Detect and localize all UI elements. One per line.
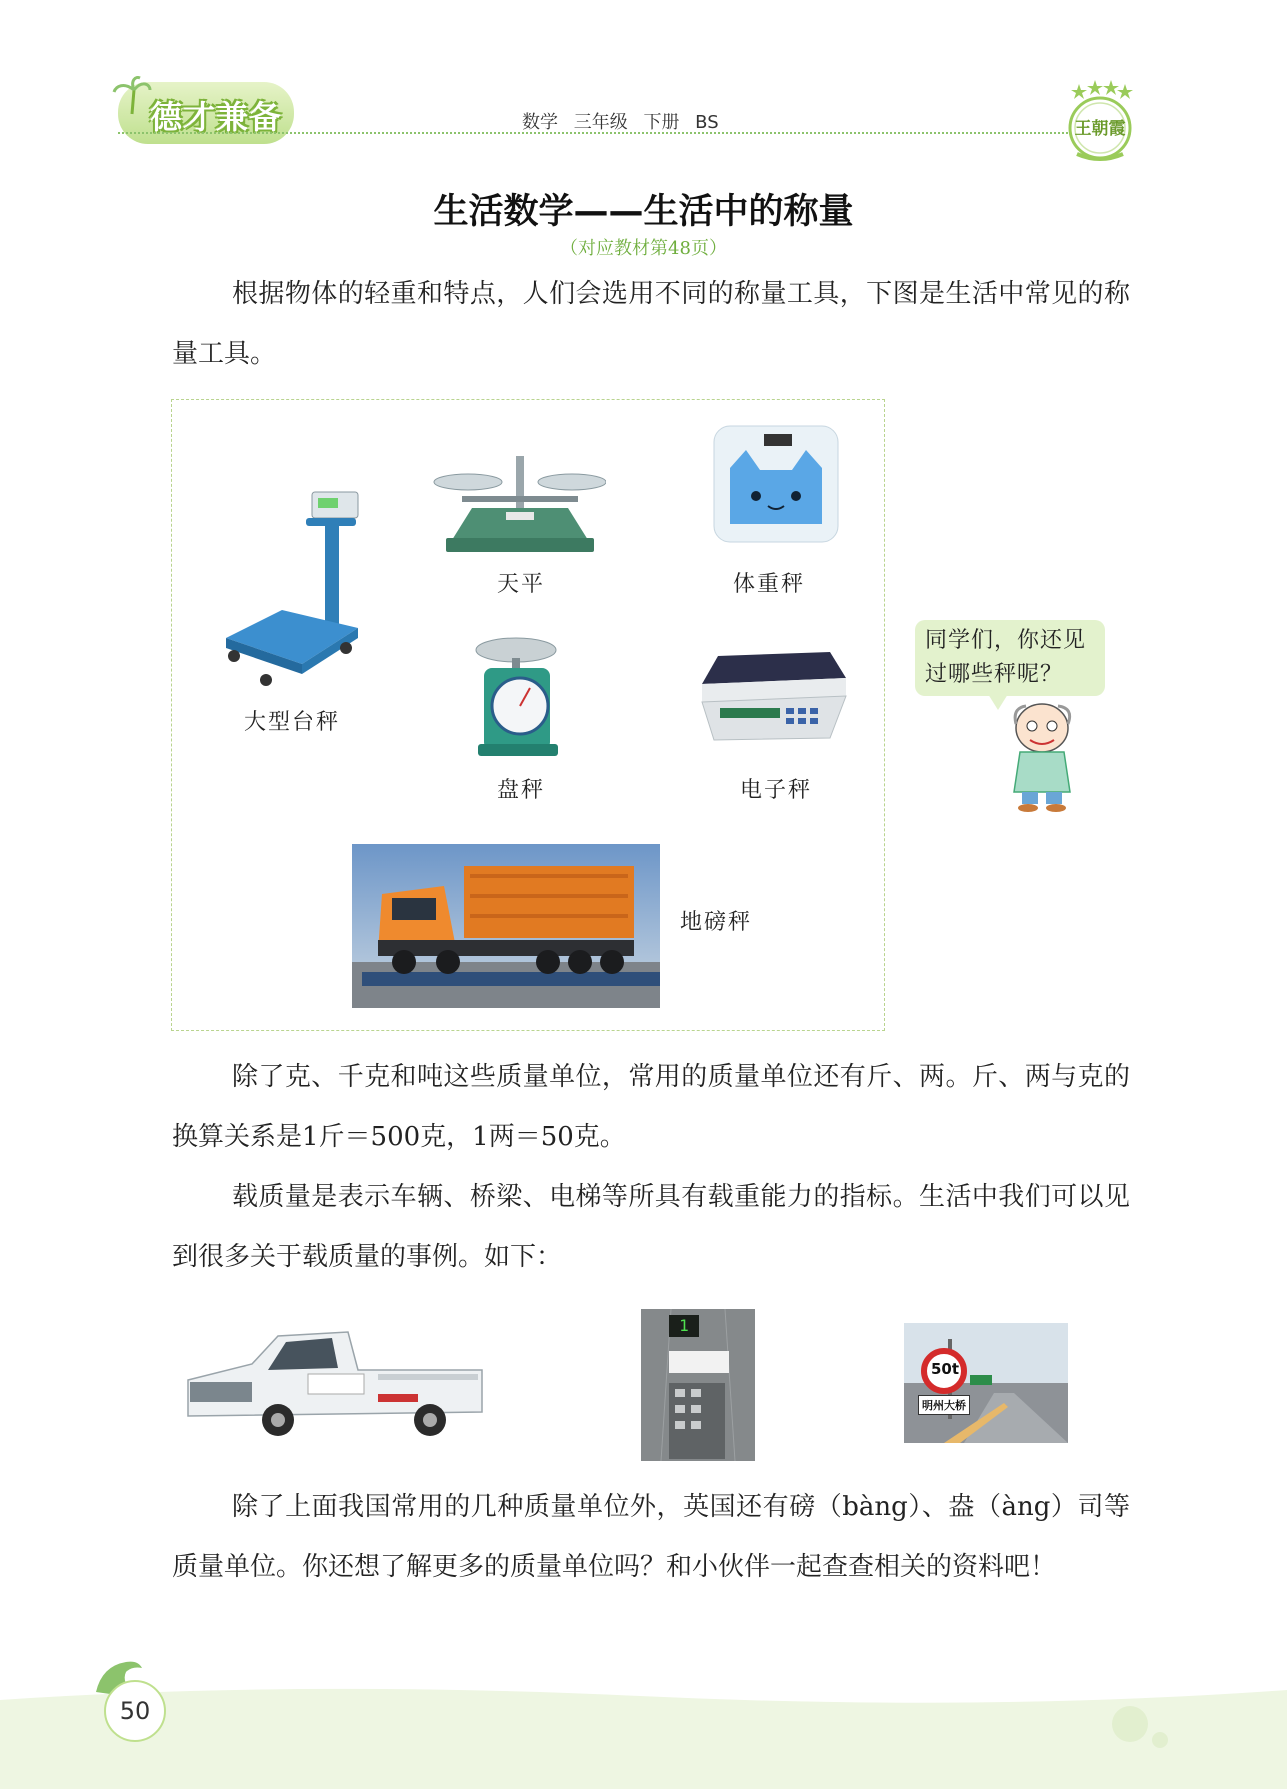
label-balance: 天平 bbox=[497, 572, 546, 597]
bridge-sign-image bbox=[904, 1323, 1068, 1443]
page-subtitle: （对应教材第48页） bbox=[560, 238, 727, 259]
electronic-scale-image bbox=[698, 648, 850, 742]
load-paragraph: 载质量是表示车辆、桥梁、电梯等所具有载重能力的指标。生活中我们可以见到很多关于载质量的事例。如下： bbox=[172, 1182, 1130, 1272]
footer-wave-band bbox=[0, 1680, 1287, 1789]
weighbridge-truck-image bbox=[352, 844, 660, 1008]
intro-paragraph: 根据物体的轻重和特点，人们会选用不同的称量工具，下图是生活中常见的称量工具。 bbox=[172, 279, 1130, 369]
brand-seal-text: 王朝霞 bbox=[1074, 119, 1126, 139]
elevator-floor-display: 1 bbox=[669, 1315, 699, 1337]
page-title: 生活数学——生活中的称量 bbox=[433, 192, 854, 232]
speech-bubble: 同学们，你还见过哪些秤呢？ bbox=[915, 620, 1105, 696]
weight-limit-sign-text: 50t bbox=[930, 1360, 960, 1378]
units-paragraph: 除了克、千克和吨这些质量单位，常用的质量单位还有斤、两。斤、两与克的换算关系是1斤＝500克，1两＝50克。 bbox=[172, 1062, 1130, 1152]
book-info: 数学 三年级 下册 BS bbox=[522, 112, 719, 133]
label-dial-scale: 盘秤 bbox=[497, 778, 546, 803]
bathroom-scale-image bbox=[712, 424, 840, 544]
label-weighbridge: 地磅秤 bbox=[680, 910, 753, 935]
british-units-paragraph: 除了上面我国常用的几种质量单位外，英国还有磅（bàng）、盎（àng）司等质量单位。你还想了解更多的质量单位吗？和小伙伴一起查查相关的资料吧！ bbox=[172, 1492, 1130, 1582]
road-scene-icon bbox=[904, 1323, 1068, 1443]
bridge-name-sign-text: 明州大桥 bbox=[918, 1395, 970, 1415]
dial-scale-image bbox=[470, 636, 566, 758]
palm-tree-icon bbox=[112, 76, 152, 116]
grandpa-cartoon-icon bbox=[1004, 700, 1080, 812]
page-number: 50 bbox=[104, 1680, 166, 1742]
platform-scale-image bbox=[222, 488, 360, 688]
elevator-panel-image bbox=[641, 1309, 755, 1461]
balance-image bbox=[432, 452, 606, 556]
label-platform-scale: 大型台秤 bbox=[244, 710, 341, 735]
pickup-truck-image bbox=[182, 1320, 488, 1438]
label-electronic-scale: 电子秤 bbox=[740, 778, 813, 803]
label-bathroom-scale: 体重秤 bbox=[733, 572, 806, 597]
header-logo-text: 德才兼备 bbox=[150, 98, 283, 136]
